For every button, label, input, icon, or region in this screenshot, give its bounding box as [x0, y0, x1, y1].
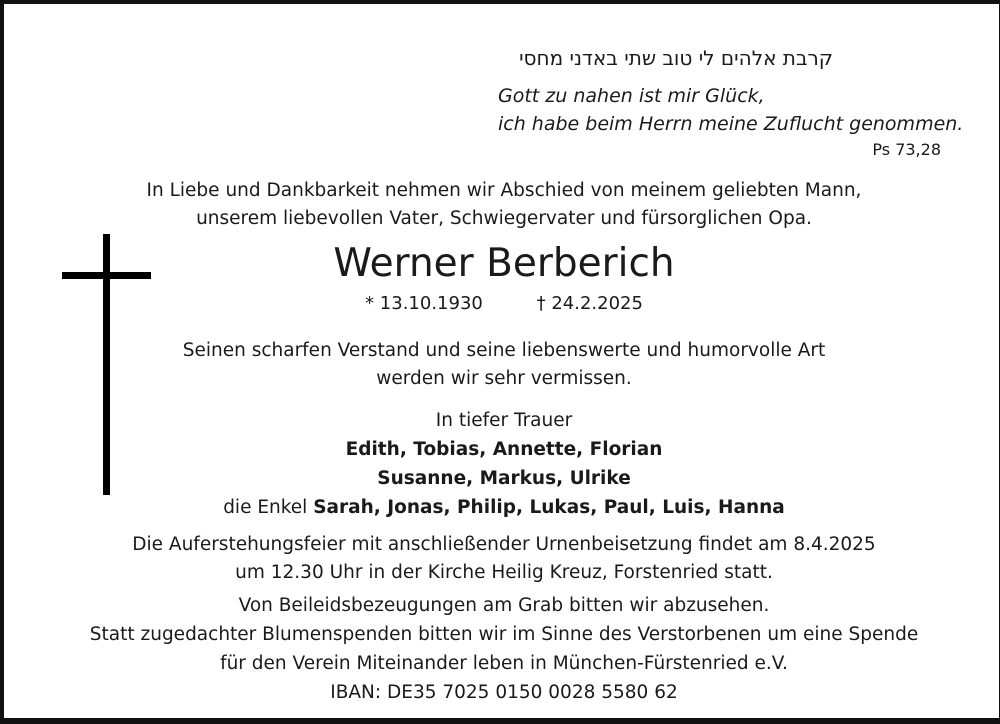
grandchildren-line	[4, 493, 1000, 522]
requests-line-2: Statt zugedachter Blumenspenden bitten wir im Sinne des Verstorbenen um eine Spende	[89, 624, 919, 645]
requests-line-3: für den Verein Miteinander leben in München-Fürstenried e.V.	[220, 653, 788, 674]
hebrew-verse: קרבת אלהים לי טוב שתי באדני מחסי	[519, 46, 833, 70]
ceremony-line-1: Die Auferstehungsfeier mit anschließender Urnenbeisetzung findet am 8.4.2025	[132, 534, 876, 555]
life-dates	[4, 293, 1000, 314]
requests-info	[4, 591, 1000, 707]
grandchildren-names: Sarah, Jonas, Philip, Lukas, Paul, Luis, Hanna	[313, 497, 785, 518]
death-date: † 24.2.2025	[536, 293, 643, 314]
verse-reference: Ps 73,28	[872, 140, 941, 159]
deceased-name: Werner Berberich	[333, 241, 675, 286]
mourners-line-2: Susanne, Markus, Ulrike	[377, 468, 631, 489]
tribute-line-1: Seinen scharfen Verstand und seine liebenswerte und humorvolle Art	[182, 340, 826, 361]
verse-line-2: ich habe beim Herrn meine Zuflucht genommen.	[498, 113, 964, 135]
ceremony-line-2: um 12.30 Uhr in der Kirche Heilig Kreuz, Forstenried statt.	[235, 562, 773, 583]
intro-text	[4, 177, 1000, 233]
tribute-line-2: werden wir sehr vermissen.	[376, 368, 632, 389]
mourners-block	[4, 406, 1000, 522]
birth-date: * 13.10.1930	[365, 293, 483, 314]
ceremony-info	[4, 531, 1000, 587]
tribute-text	[4, 337, 1000, 393]
intro-line-2: unserem liebevollen Vater, Schwiegervater und fürsorglichen Opa.	[196, 208, 812, 229]
iban: IBAN: DE35 7025 0150 0028 5580 62	[330, 682, 678, 703]
bible-verse	[498, 82, 963, 138]
intro-line-1: In Liebe und Dankbarkeit nehmen wir Abschied von meinem geliebten Mann,	[146, 180, 862, 201]
requests-line-1: Von Beileidsbezeugungen am Grab bitten wir abzusehen.	[238, 595, 770, 616]
verse-line-1: Gott zu nahen ist mir Glück,	[498, 85, 765, 107]
mourners-line-1: Edith, Tobias, Annette, Florian	[345, 439, 663, 460]
mourning-heading: In tiefer Trauer	[435, 410, 573, 431]
grandchildren-prefix: die Enkel	[223, 497, 308, 518]
